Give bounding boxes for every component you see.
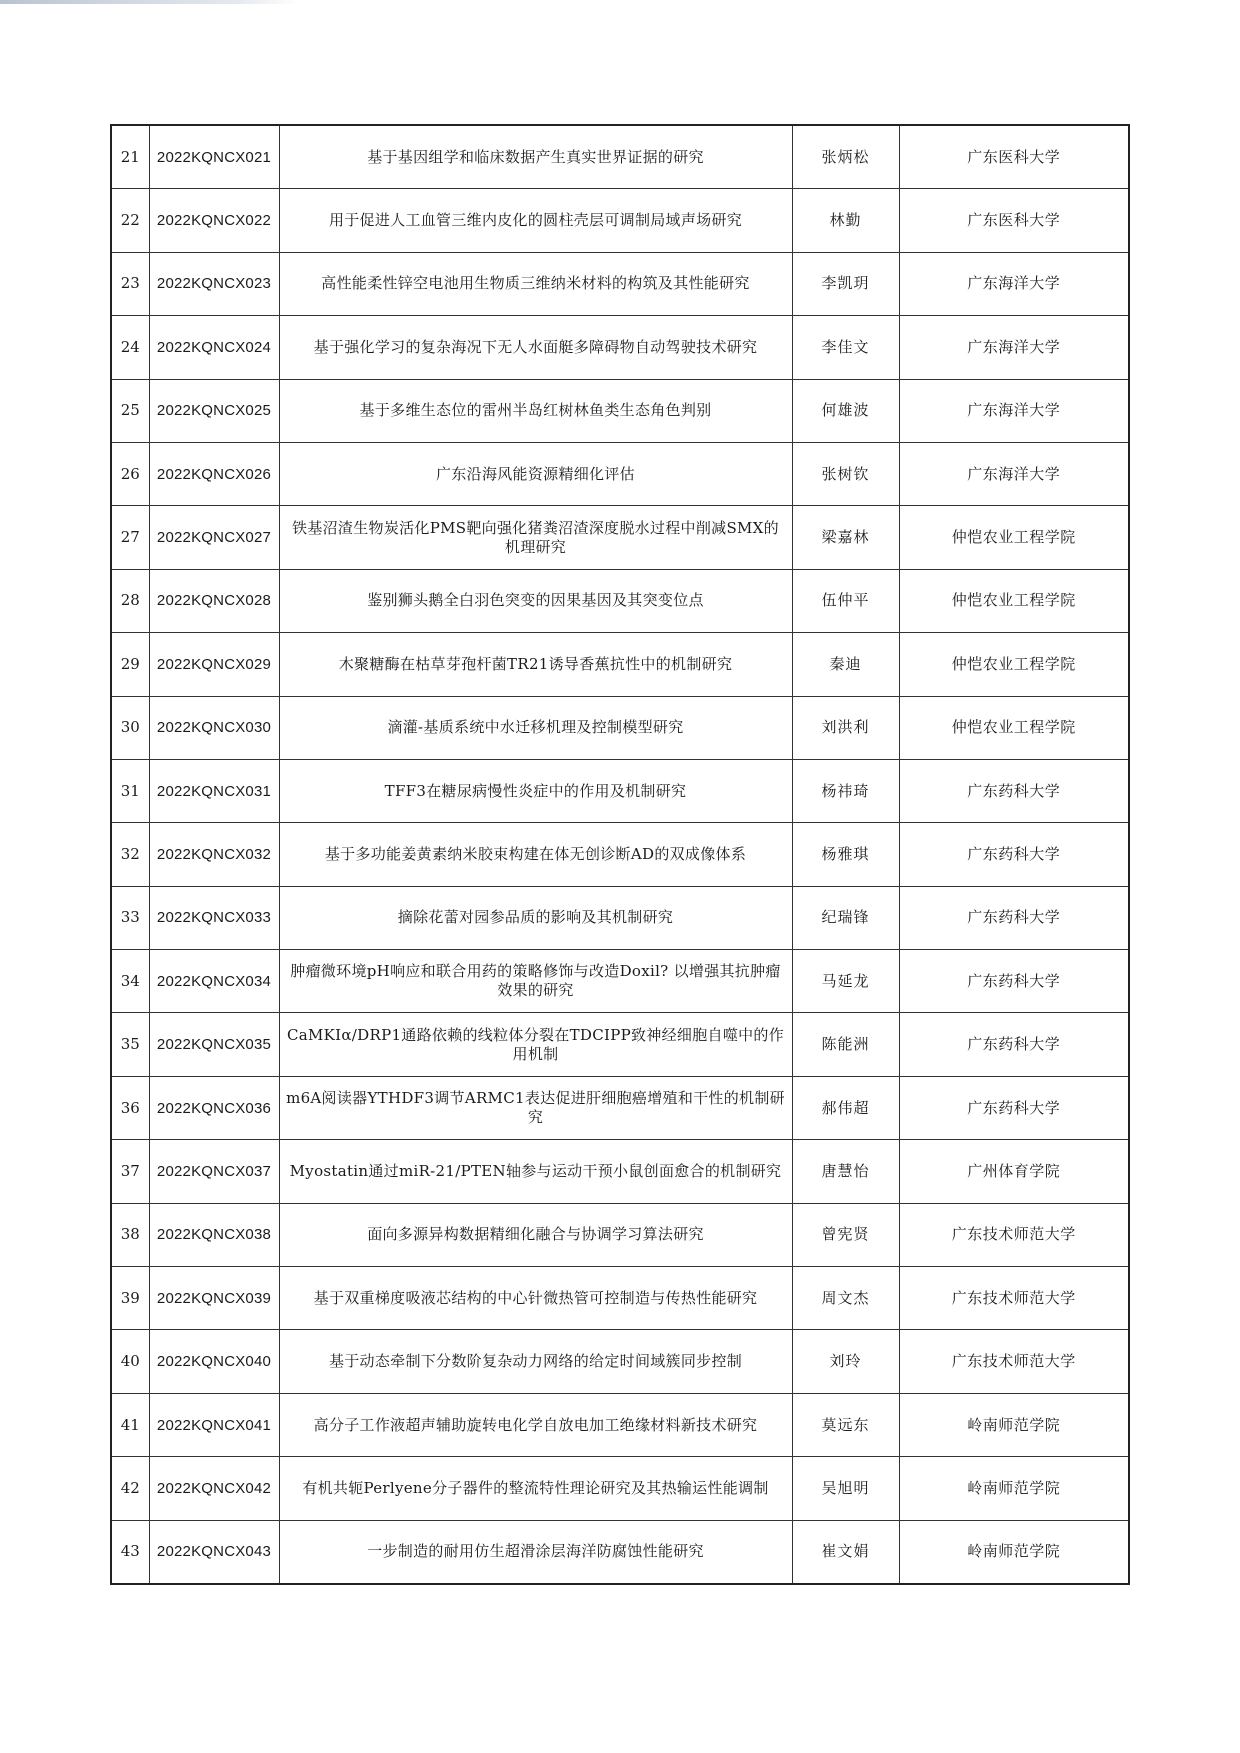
table-row (111, 189, 1129, 252)
project-code-cell: 2022KQNCX032 (149, 823, 279, 886)
project-leader-cell: 郝伟超 (792, 1076, 899, 1139)
project-title-cell: 基于双重梯度吸液芯结构的中心针微热管可控制造与传热性能研究 (279, 1267, 792, 1330)
project-leader-cell: 张炳松 (792, 125, 899, 189)
institution-cell: 广东药科大学 (899, 886, 1129, 949)
project-code-cell: 2022KQNCX027 (149, 506, 279, 569)
table-row (111, 125, 1129, 189)
project-title-cell: 高性能柔性锌空电池用生物质三维纳米材料的构筑及其性能研究 (279, 252, 792, 315)
institution-cell: 广州体育学院 (899, 1140, 1129, 1203)
row-number-cell: 35 (111, 1013, 149, 1076)
institution-cell: 岭南师范学院 (899, 1520, 1129, 1584)
project-leader-cell: 纪瑞锋 (792, 886, 899, 949)
row-number-cell: 39 (111, 1267, 149, 1330)
row-number-cell: 34 (111, 950, 149, 1013)
institution-cell: 仲恺农业工程学院 (899, 506, 1129, 569)
project-table-body (111, 125, 1129, 1584)
project-leader-cell: 唐慧怡 (792, 1140, 899, 1203)
row-number-cell: 40 (111, 1330, 149, 1393)
row-number-cell: 38 (111, 1203, 149, 1266)
project-leader-cell: 莫远东 (792, 1393, 899, 1456)
row-number-cell: 31 (111, 759, 149, 822)
project-code-cell: 2022KQNCX025 (149, 379, 279, 442)
table-row (111, 442, 1129, 505)
table-row (111, 569, 1129, 632)
project-leader-cell: 陈能洲 (792, 1013, 899, 1076)
institution-cell: 仲恺农业工程学院 (899, 633, 1129, 696)
project-code-cell: 2022KQNCX026 (149, 442, 279, 505)
institution-cell: 广东药科大学 (899, 759, 1129, 822)
project-table-container (110, 124, 1128, 1585)
project-title-cell: 基于强化学习的复杂海况下无人水面艇多障碍物自动驾驶技术研究 (279, 316, 792, 379)
project-title-cell: 滴灌-基质系统中水迁移机理及控制模型研究 (279, 696, 792, 759)
row-number-cell: 36 (111, 1076, 149, 1139)
project-title-cell: 面向多源异构数据精细化融合与协调学习算法研究 (279, 1203, 792, 1266)
institution-cell: 广东技术师范大学 (899, 1267, 1129, 1330)
project-code-cell: 2022KQNCX034 (149, 950, 279, 1013)
project-title-cell: TFF3在糖尿病慢性炎症中的作用及机制研究 (279, 759, 792, 822)
table-row (111, 823, 1129, 886)
row-number-cell: 25 (111, 379, 149, 442)
project-leader-cell: 李佳文 (792, 316, 899, 379)
project-title-cell: 一步制造的耐用仿生超滑涂层海洋防腐蚀性能研究 (279, 1520, 792, 1584)
project-code-cell: 2022KQNCX038 (149, 1203, 279, 1266)
project-leader-cell: 林勤 (792, 189, 899, 252)
institution-cell: 广东海洋大学 (899, 252, 1129, 315)
table-row (111, 1330, 1129, 1393)
row-number-cell: 24 (111, 316, 149, 379)
institution-cell: 广东海洋大学 (899, 379, 1129, 442)
project-code-cell: 2022KQNCX042 (149, 1457, 279, 1520)
institution-cell: 岭南师范学院 (899, 1457, 1129, 1520)
project-code-cell: 2022KQNCX039 (149, 1267, 279, 1330)
project-leader-cell: 吴旭明 (792, 1457, 899, 1520)
row-number-cell: 28 (111, 569, 149, 632)
row-number-cell: 26 (111, 442, 149, 505)
table-row (111, 1393, 1129, 1456)
table-row (111, 886, 1129, 949)
institution-cell: 广东海洋大学 (899, 442, 1129, 505)
table-row (111, 1013, 1129, 1076)
institution-cell: 广东医科大学 (899, 125, 1129, 189)
project-title-cell: CaMKIα/DRP1通路依赖的线粒体分裂在TDCIPP致神经细胞自噬中的作用机制 (279, 1013, 792, 1076)
table-row (111, 1520, 1129, 1584)
institution-cell: 仲恺农业工程学院 (899, 569, 1129, 632)
project-leader-cell: 张树钦 (792, 442, 899, 505)
table-row (111, 506, 1129, 569)
table-row (111, 1457, 1129, 1520)
project-code-cell: 2022KQNCX021 (149, 125, 279, 189)
project-code-cell: 2022KQNCX041 (149, 1393, 279, 1456)
project-title-cell: Myostatin通过miR-21/PTEN轴参与运动干预小鼠创面愈合的机制研究 (279, 1140, 792, 1203)
institution-cell: 广东药科大学 (899, 1076, 1129, 1139)
project-leader-cell: 杨雅琪 (792, 823, 899, 886)
row-number-cell: 41 (111, 1393, 149, 1456)
project-leader-cell: 梁嘉林 (792, 506, 899, 569)
project-title-cell: m6A阅读器YTHDF3调节ARMC1表达促进肝细胞癌增殖和干性的机制研究 (279, 1076, 792, 1139)
project-title-cell: 肿瘤微环境pH响应和联合用药的策略修饰与改造Doxil? 以增强其抗肿瘤效果的研究 (279, 950, 792, 1013)
table-row (111, 1076, 1129, 1139)
project-code-cell: 2022KQNCX031 (149, 759, 279, 822)
project-leader-cell: 崔文娟 (792, 1520, 899, 1584)
project-leader-cell: 何雄波 (792, 379, 899, 442)
row-number-cell: 43 (111, 1520, 149, 1584)
institution-cell: 广东药科大学 (899, 823, 1129, 886)
project-leader-cell: 李凯玥 (792, 252, 899, 315)
project-title-cell: 用于促进人工血管三维内皮化的圆柱壳层可调制局域声场研究 (279, 189, 792, 252)
institution-cell: 广东药科大学 (899, 950, 1129, 1013)
project-leader-cell: 伍仲平 (792, 569, 899, 632)
row-number-cell: 23 (111, 252, 149, 315)
row-number-cell: 33 (111, 886, 149, 949)
project-code-cell: 2022KQNCX040 (149, 1330, 279, 1393)
project-leader-cell: 杨祎琦 (792, 759, 899, 822)
scan-edge-mark (0, 0, 300, 4)
project-list-table (110, 124, 1130, 1585)
table-row (111, 633, 1129, 696)
project-title-cell: 基于动态牵制下分数阶复杂动力网络的给定时间域簇同步控制 (279, 1330, 792, 1393)
institution-cell: 广东技术师范大学 (899, 1330, 1129, 1393)
table-row (111, 252, 1129, 315)
project-leader-cell: 刘玲 (792, 1330, 899, 1393)
project-code-cell: 2022KQNCX023 (149, 252, 279, 315)
row-number-cell: 37 (111, 1140, 149, 1203)
project-code-cell: 2022KQNCX037 (149, 1140, 279, 1203)
table-row (111, 316, 1129, 379)
project-code-cell: 2022KQNCX036 (149, 1076, 279, 1139)
project-title-cell: 广东沿海风能资源精细化评估 (279, 442, 792, 505)
project-code-cell: 2022KQNCX030 (149, 696, 279, 759)
project-title-cell: 高分子工作液超声辅助旋转电化学自放电加工绝缘材料新技术研究 (279, 1393, 792, 1456)
project-code-cell: 2022KQNCX022 (149, 189, 279, 252)
institution-cell: 岭南师范学院 (899, 1393, 1129, 1456)
row-number-cell: 22 (111, 189, 149, 252)
table-row (111, 1267, 1129, 1330)
project-leader-cell: 马延龙 (792, 950, 899, 1013)
institution-cell: 广东药科大学 (899, 1013, 1129, 1076)
project-leader-cell: 刘洪利 (792, 696, 899, 759)
institution-cell: 广东海洋大学 (899, 316, 1129, 379)
project-code-cell: 2022KQNCX024 (149, 316, 279, 379)
project-leader-cell: 秦迪 (792, 633, 899, 696)
table-row (111, 696, 1129, 759)
row-number-cell: 21 (111, 125, 149, 189)
project-code-cell: 2022KQNCX029 (149, 633, 279, 696)
row-number-cell: 42 (111, 1457, 149, 1520)
project-title-cell: 基于多功能姜黄素纳米胶束构建在体无创诊断AD的双成像体系 (279, 823, 792, 886)
row-number-cell: 32 (111, 823, 149, 886)
table-row (111, 759, 1129, 822)
project-title-cell: 木聚糖酶在枯草芽孢杆菌TR21诱导香蕉抗性中的机制研究 (279, 633, 792, 696)
project-leader-cell: 曾宪贤 (792, 1203, 899, 1266)
row-number-cell: 30 (111, 696, 149, 759)
project-title-cell: 铁基沼渣生物炭活化PMS靶向强化猪粪沼渣深度脱水过程中削减SMX的机理研究 (279, 506, 792, 569)
project-code-cell: 2022KQNCX035 (149, 1013, 279, 1076)
project-leader-cell: 周文杰 (792, 1267, 899, 1330)
table-row (111, 1203, 1129, 1266)
project-title-cell: 摘除花蕾对园参品质的影响及其机制研究 (279, 886, 792, 949)
institution-cell: 仲恺农业工程学院 (899, 696, 1129, 759)
project-code-cell: 2022KQNCX028 (149, 569, 279, 632)
institution-cell: 广东医科大学 (899, 189, 1129, 252)
table-row (111, 1140, 1129, 1203)
row-number-cell: 27 (111, 506, 149, 569)
table-row (111, 379, 1129, 442)
project-title-cell: 鉴别狮头鹅全白羽色突变的因果基因及其突变位点 (279, 569, 792, 632)
institution-cell: 广东技术师范大学 (899, 1203, 1129, 1266)
project-title-cell: 基于多维生态位的雷州半岛红树林鱼类生态角色判别 (279, 379, 792, 442)
project-code-cell: 2022KQNCX033 (149, 886, 279, 949)
row-number-cell: 29 (111, 633, 149, 696)
project-title-cell: 基于基因组学和临床数据产生真实世界证据的研究 (279, 125, 792, 189)
project-title-cell: 有机共轭Perlyene分子器件的整流特性理论研究及其热输运性能调制 (279, 1457, 792, 1520)
project-code-cell: 2022KQNCX043 (149, 1520, 279, 1584)
table-row (111, 950, 1129, 1013)
